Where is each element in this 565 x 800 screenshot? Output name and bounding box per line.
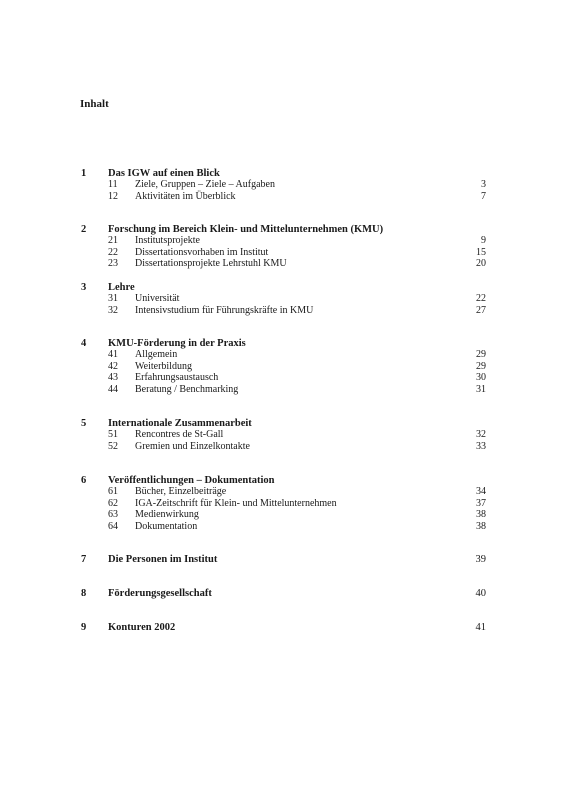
subsection-title: Medienwirkung [135,509,199,520]
subsection-page-number: 15 [476,246,486,258]
toc-subsection-list [0,429,565,452]
chapter-title: KMU-Förderung in der Praxis [108,338,246,349]
toc-subsection-row[interactable] [0,486,565,498]
toc-subsection-row[interactable] [0,384,565,396]
subsection-page-number: 20 [476,258,486,269]
toc-subsection-row[interactable] [0,361,565,373]
subsection-title: Aktivitäten im Überblick [135,190,236,202]
chapter-title: Lehre [108,282,135,293]
chapter-title: Forschung im Bereich Klein- und Mittelunternehmen (KMU) [108,224,384,235]
subsection-number: 42 [108,360,118,372]
subsection-number: 43 [108,372,118,383]
subsection-title: Weiterbildung [135,360,192,372]
subsection-number: 31 [108,293,118,304]
toc-subsection-row[interactable] [0,247,565,259]
subsection-number: 12 [108,190,118,202]
toc-subsection-list [0,293,565,316]
chapter-title: Konturen 2002 [108,622,176,633]
subsection-page-number: 33 [476,440,486,452]
subsection-number: 61 [108,486,118,497]
subsection-page-number: 38 [476,509,486,520]
page-heading: Inhalt [80,98,109,110]
subsection-title: Institutsprojekte [135,235,200,246]
subsection-number: 32 [108,304,118,316]
toc-subsection-row[interactable] [0,521,565,533]
subsection-number: 21 [108,235,118,246]
subsection-page-number: 7 [481,190,486,202]
subsection-number: 51 [108,429,118,440]
subsection-page-number: 38 [476,520,486,532]
subsection-title: Beratung / Benchmarking [135,383,239,395]
toc-subsection-row[interactable] [0,498,565,510]
subsection-title: IGA-Zeitschrift für Klein- und Mittelunternehmen [135,497,337,509]
subsection-page-number: 29 [476,349,486,360]
toc-subsection-row[interactable] [0,258,565,270]
toc-chapter-row[interactable] [0,553,565,567]
subsection-title: Erfahrungsaustausch [135,372,219,383]
subsection-title: Intensivstudium für Führungskräfte in KMU [135,304,314,316]
subsection-page-number: 22 [476,293,486,304]
subsection-number: 11 [108,179,118,190]
subsection-title: Dissertationsprojekte Lehrstuhl KMU [135,258,287,269]
toc-chapter-row[interactable] [0,587,565,601]
subsection-number: 52 [108,440,118,452]
subsection-number: 41 [108,349,118,360]
toc-subsection-row[interactable] [0,235,565,247]
subsection-page-number: 9 [481,235,486,246]
toc-subsection-list [0,235,565,270]
subsection-number: 63 [108,509,118,520]
chapter-number: 3 [81,282,87,293]
chapter-title: Internationale Zusammenarbeit [108,418,252,429]
subsection-number: 62 [108,497,118,509]
subsection-page-number: 31 [476,383,486,395]
toc-subsection-row[interactable] [0,372,565,384]
chapter-page-number: 41 [475,622,486,633]
chapter-title: Förderungsgesellschaft [108,588,212,599]
chapter-number: 4 [81,338,87,349]
chapter-number: 5 [81,418,87,429]
toc-subsection-row[interactable] [0,305,565,317]
toc-subsection-list [0,179,565,202]
toc-subsection-row[interactable] [0,441,565,453]
chapter-number: 9 [81,622,87,633]
subsection-title: Gremien und Einzelkontakte [135,440,250,452]
toc-subsection-row[interactable] [0,509,565,521]
chapter-number: 2 [81,224,87,235]
subsection-title: Ziele, Gruppen – Ziele – Aufgaben [135,179,275,190]
toc-subsection-row[interactable] [0,429,565,441]
subsection-page-number: 27 [476,304,486,316]
toc-subsection-row[interactable] [0,179,565,191]
chapter-number: 8 [81,588,87,599]
chapter-title: Die Personen im Institut [108,554,218,565]
chapter-title: Das IGW auf einen Blick [108,168,220,179]
subsection-number: 22 [108,246,118,258]
toc-chapter-row[interactable] [0,621,565,635]
subsection-title: Rencontres de St-Gall [135,429,224,440]
toc-subsection-list [0,486,565,532]
subsection-page-number: 3 [481,179,486,190]
toc-subsection-row[interactable] [0,349,565,361]
subsection-number: 23 [108,258,118,269]
toc-subsection-row[interactable] [0,293,565,305]
chapter-page-number: 39 [475,554,486,565]
chapter-title: Veröffentlichungen – Dokumentation [108,475,275,486]
subsection-page-number: 32 [476,429,486,440]
chapter-number: 1 [81,168,87,179]
subsection-number: 64 [108,520,118,532]
subsection-title: Bücher, Einzelbeiträge [135,486,227,497]
subsection-title: Universität [135,293,180,304]
chapter-number: 7 [81,554,87,565]
chapter-number: 6 [81,475,87,486]
subsection-title: Dokumentation [135,520,198,532]
subsection-page-number: 37 [476,497,486,509]
subsection-title: Dissertationsvorhaben im Institut [135,246,269,258]
subsection-page-number: 29 [476,360,486,372]
subsection-page-number: 30 [476,372,486,383]
subsection-title: Allgemein [135,349,178,360]
toc-subsection-row[interactable] [0,191,565,203]
toc-subsection-list [0,349,565,395]
subsection-number: 44 [108,383,118,395]
subsection-page-number: 34 [476,486,486,497]
chapter-page-number: 40 [475,588,486,599]
